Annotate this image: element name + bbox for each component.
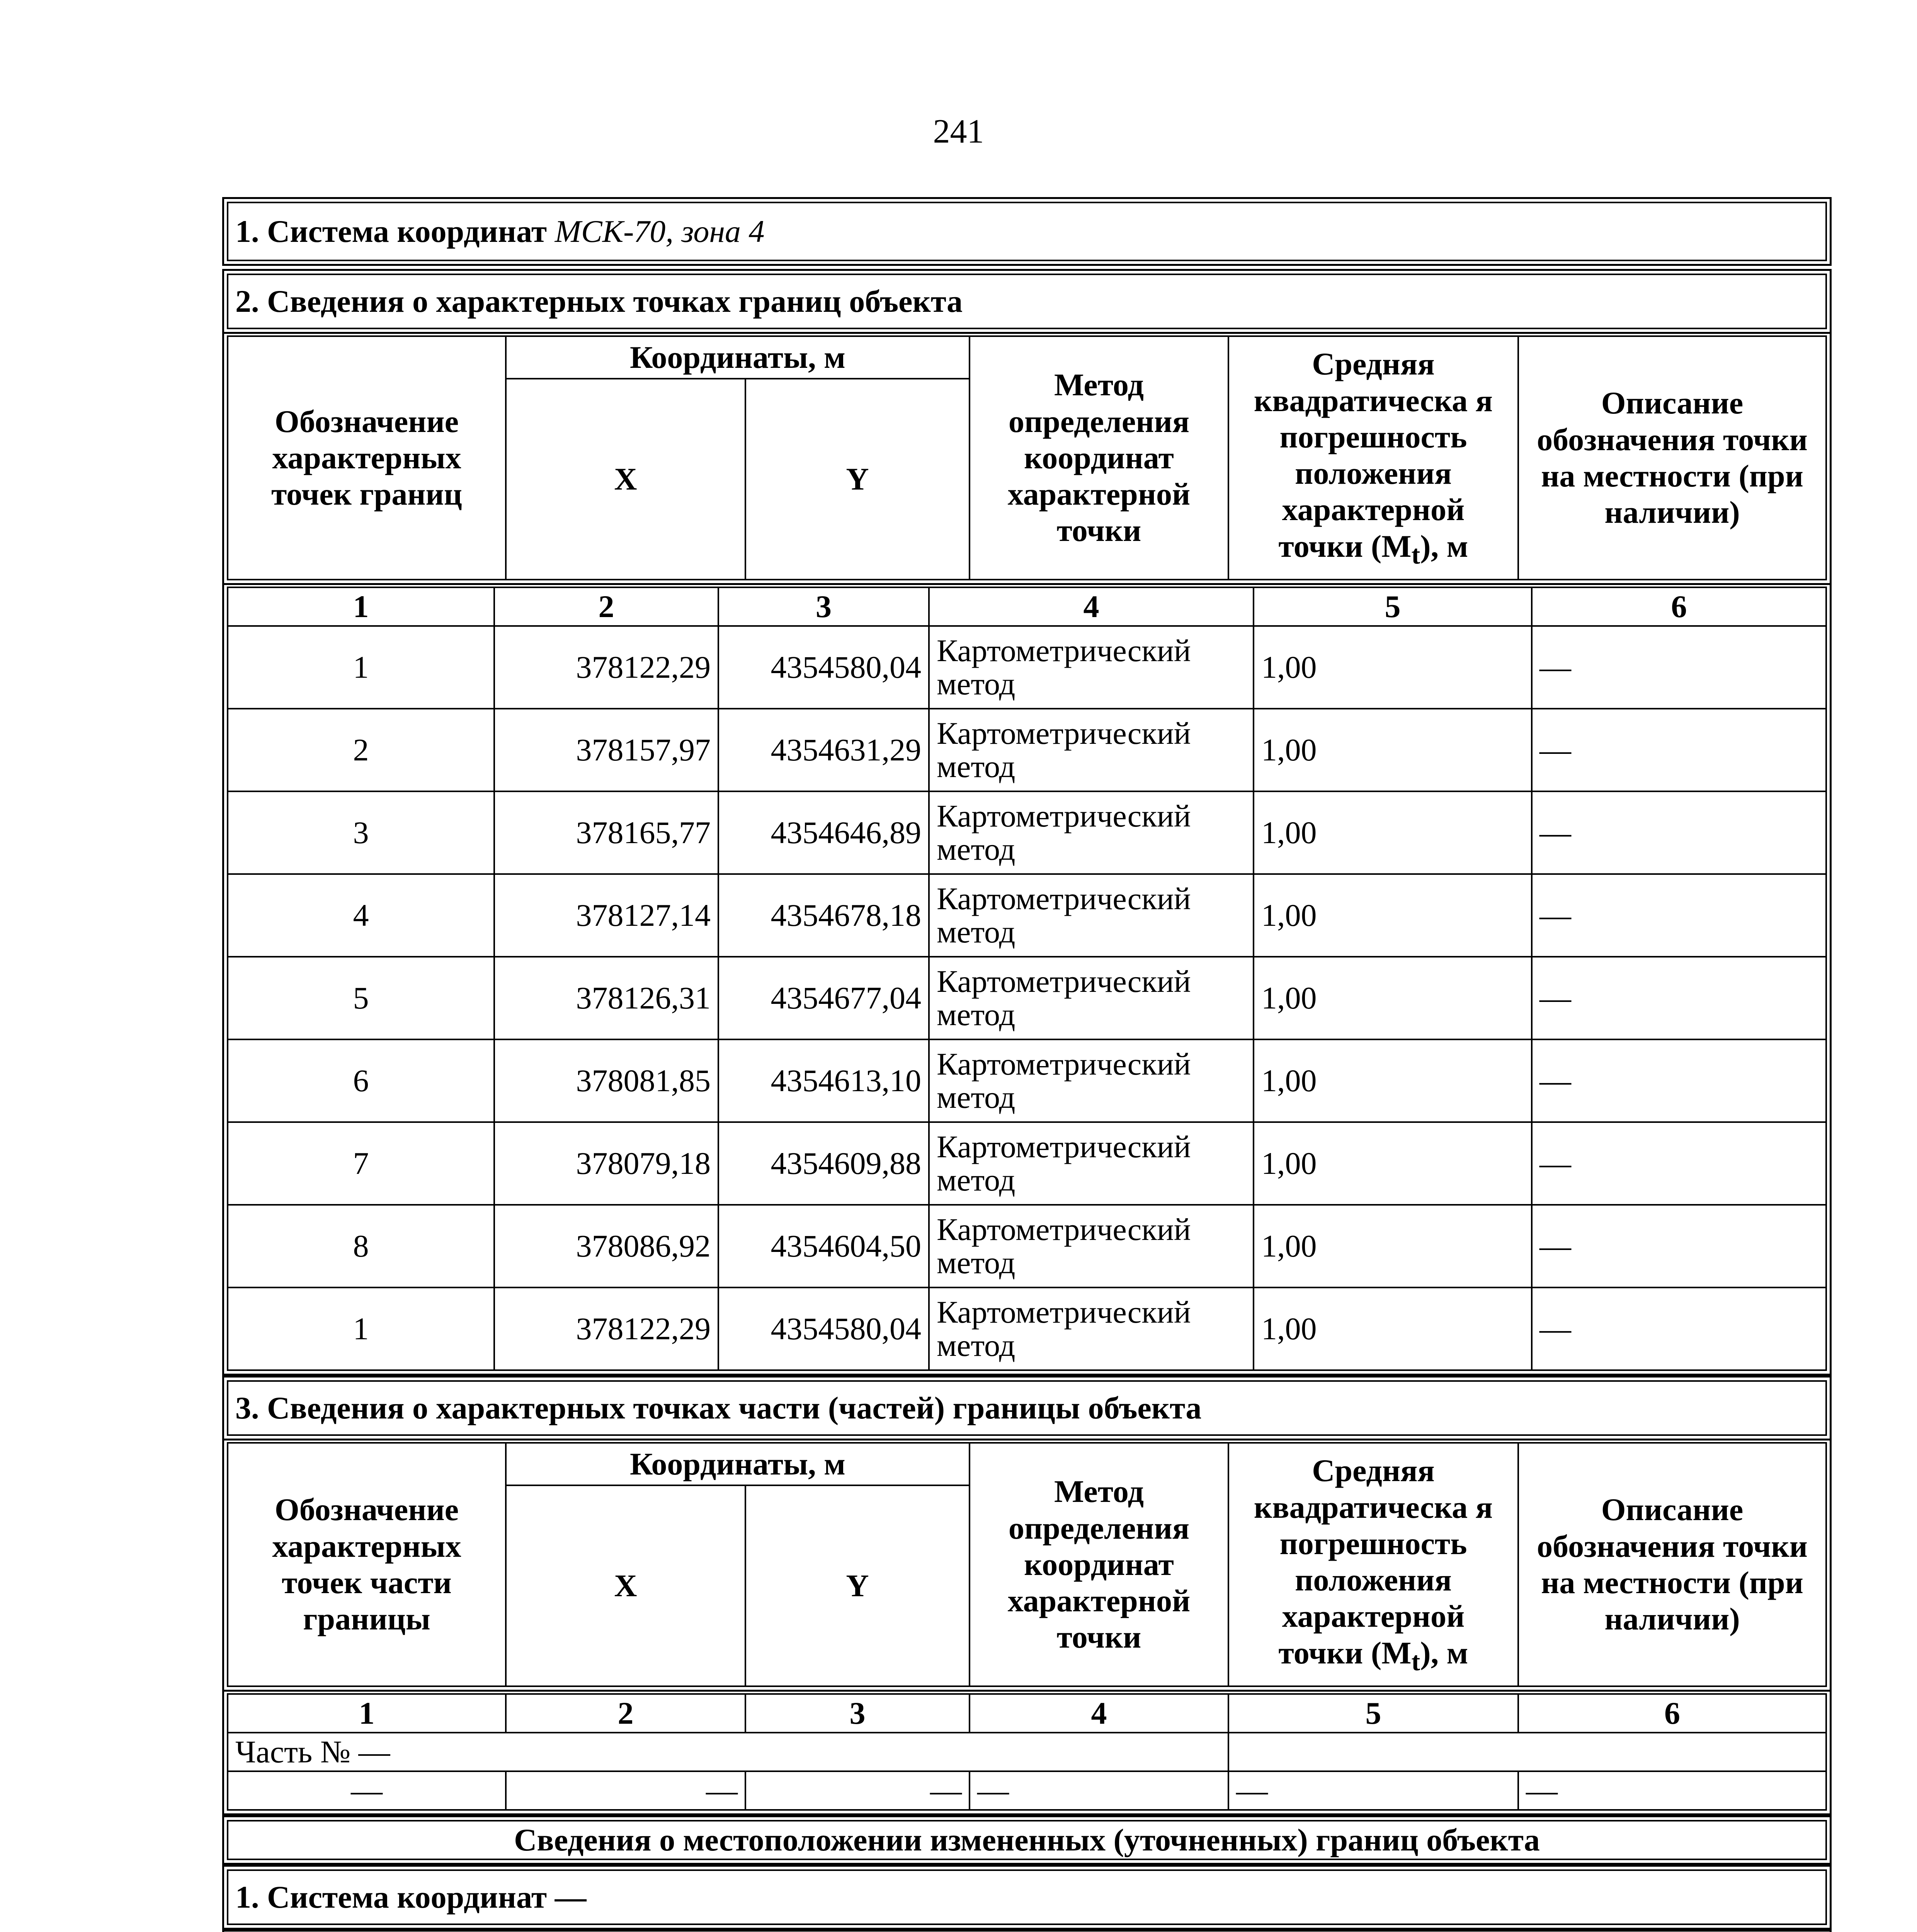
changed-title-box [222,1815,1832,1865]
table-row [228,1287,1826,1370]
col-number: 2 [494,587,718,626]
point-id: 2 [228,709,494,791]
point-y: 4354604,50 [718,1205,929,1287]
dash-cell: — [970,1771,1228,1810]
table-row [228,874,1826,957]
section1-value: МСК-70, зона 4 [555,213,765,249]
dash-cell: — [506,1771,745,1810]
point-description: — [1532,957,1826,1039]
point-y: 4354613,10 [718,1039,929,1122]
dash-cell: — [1518,1771,1826,1810]
page-number: 241 [933,113,984,150]
point-x: 378081,85 [494,1039,718,1122]
point-method: Картометрический метод [929,957,1254,1039]
point-method: Картометрический метод [929,1287,1254,1370]
point-accuracy: 1,00 [1254,957,1532,1039]
changed-section1: 1. Система координат — [228,1870,1826,1924]
col-number: 1 [228,587,494,626]
changed-section2-box [222,1930,1832,1932]
header-x: X [506,1485,745,1686]
point-accuracy: 1,00 [1254,709,1532,791]
dash-cell: — [228,1771,506,1810]
section1-box [222,197,1832,266]
point-description: — [1532,791,1826,874]
header-y: Y [745,379,970,580]
col-number: 5 [1254,587,1532,626]
part-table [227,1693,1827,1811]
points-data-box [222,585,1832,1376]
document-sheet [222,197,1832,1932]
table-row [228,1771,1826,1810]
header-method: Метод определения координат характерной точки [970,336,1228,580]
point-id: 8 [228,1205,494,1287]
dash-cell: — [1228,1771,1518,1810]
header-description: Описание обозначения точки на местности (при наличии) [1518,336,1826,580]
col-number: 4 [970,1694,1228,1733]
header-coordinates: Координаты, м [506,336,970,379]
point-method: Картометрический метод [929,1205,1254,1287]
header-designation: Обозначение характерных точек границ [228,336,506,580]
point-id: 1 [228,1287,494,1370]
table-row [228,1039,1826,1122]
header-accuracy: Средняя квадратическа я погрешность положения характерной точки $(M_t)$, м [1228,1443,1518,1686]
point-x: 378079,18 [494,1122,718,1205]
point-x: 378122,29 [494,1287,718,1370]
table-row [228,957,1826,1039]
header-coordinates: Координаты, м [506,1443,970,1485]
point-accuracy: 1,00 [1254,626,1532,709]
col-number: 2 [506,1694,745,1733]
col-number: 4 [929,587,1254,626]
point-accuracy: 1,00 [1254,1287,1532,1370]
table-row [228,709,1826,791]
point-accuracy: 1,00 [1254,1039,1532,1122]
header-y: Y [745,1485,970,1686]
part-header-table [227,1442,1827,1687]
col-number: 3 [718,587,929,626]
point-x: 378122,29 [494,626,718,709]
dash-cell: — [745,1771,970,1810]
point-y: 4354646,89 [718,791,929,874]
point-method: Картометрический метод [929,1122,1254,1205]
point-description: — [1532,709,1826,791]
point-description: — [1532,1039,1826,1122]
part-label-empty [1228,1733,1826,1771]
point-description: — [1532,1205,1826,1287]
point-method: Картометрический метод [929,709,1254,791]
changed-title: Сведения о местоположении измененных (уточненных) границ объекта [228,1821,1826,1859]
point-description: — [1532,1122,1826,1205]
point-y: 4354631,29 [718,709,929,791]
point-x: 378157,97 [494,709,718,791]
point-y: 4354609,88 [718,1122,929,1205]
header-designation: Обозначение характерных точек части границы [228,1443,506,1686]
point-id: 6 [228,1039,494,1122]
point-accuracy: 1,00 [1254,791,1532,874]
header-method: Метод определения координат характерной точки [970,1443,1228,1686]
point-x: 378127,14 [494,874,718,957]
col-number: 1 [228,1694,506,1733]
section2-title: 2. Сведения о характерных точках границ объекта [228,274,1826,328]
header-accuracy: Средняя квадратическа я погрешность положения характерной точки $(M_t)$, м [1228,336,1518,580]
col-number: 6 [1518,1694,1826,1733]
point-description: — [1532,1287,1826,1370]
points-table [227,587,1827,1371]
section2-box [222,269,1832,334]
point-method: Картометрический метод [929,1039,1254,1122]
points-header-table [227,335,1827,580]
part-header-box [222,1440,1832,1692]
point-method: Картометрический метод [929,626,1254,709]
point-id: 4 [228,874,494,957]
point-accuracy: 1,00 [1254,1122,1532,1205]
point-id: 5 [228,957,494,1039]
point-id: 7 [228,1122,494,1205]
point-x: 378126,31 [494,957,718,1039]
section3-box [222,1376,1832,1440]
changed-section1-box [222,1865,1832,1930]
point-description: — [1532,874,1826,957]
point-y: 4354678,18 [718,874,929,957]
point-method: Картометрический метод [929,791,1254,874]
point-accuracy: 1,00 [1254,1205,1532,1287]
header-description: Описание обозначения точки на местности (при наличии) [1518,1443,1826,1686]
table-row [228,1205,1826,1287]
point-y: 4354580,04 [718,626,929,709]
point-method: Картометрический метод [929,874,1254,957]
table-row [228,791,1826,874]
point-x: 378086,92 [494,1205,718,1287]
point-y: 4354580,04 [718,1287,929,1370]
col-number: 5 [1228,1694,1518,1733]
col-number: 6 [1532,587,1826,626]
col-number: 3 [745,1694,970,1733]
point-y: 4354677,04 [718,957,929,1039]
part-label: Часть № — [228,1733,1228,1771]
header-x: X [506,379,745,580]
section1-title: 1. Система координат МСК-70, зона 4 [228,202,1826,260]
table-row [228,626,1826,709]
table-row [228,1122,1826,1205]
point-description: — [1532,626,1826,709]
points-header-box [222,334,1832,585]
point-accuracy: 1,00 [1254,874,1532,957]
point-id: 3 [228,791,494,874]
point-x: 378165,77 [494,791,718,874]
point-id: 1 [228,626,494,709]
section3-title: 3. Сведения о характерных точках части (частей) границы объекта [228,1381,1826,1435]
part-data-box [222,1692,1832,1815]
